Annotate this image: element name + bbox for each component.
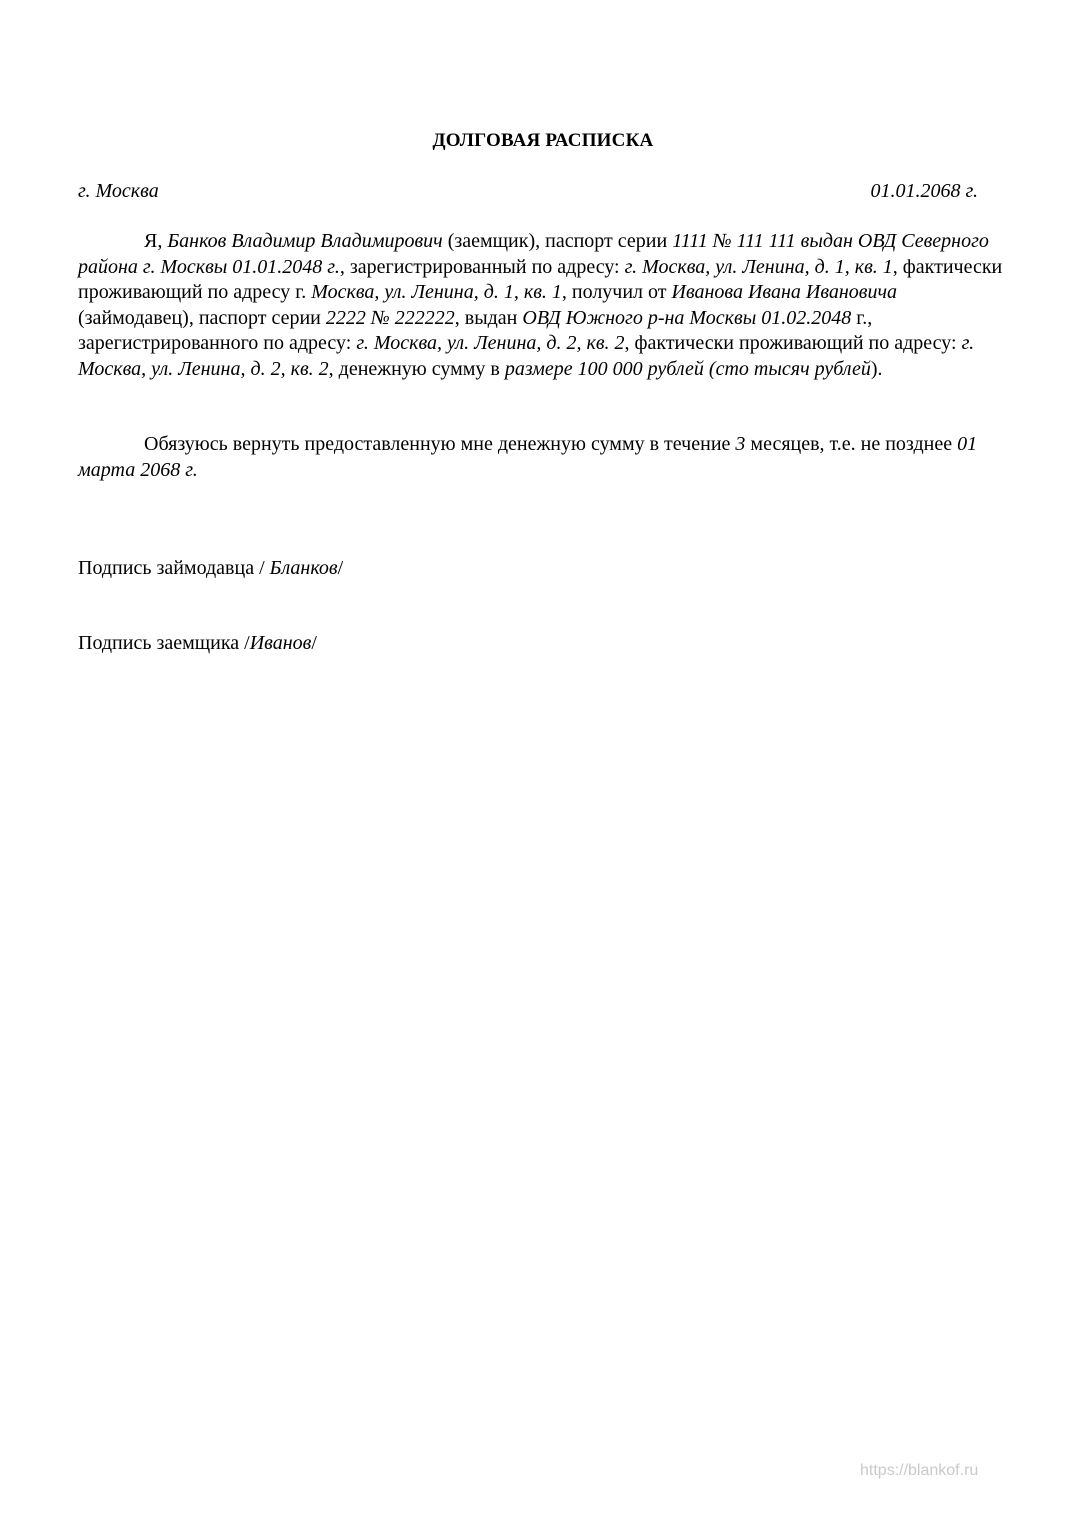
paragraph2-run: 01 марта 2068 г.: [78, 433, 978, 481]
paragraph1-run: г., зарегистрированного по адресу:: [78, 306, 873, 354]
paragraph2-run: 3: [735, 433, 746, 455]
paragraph1-run: Банков Владимир Владимирович: [167, 230, 443, 252]
paragraph1-run: Иванова Ивана Ивановича: [671, 281, 898, 303]
lender-signature-label: Подпись займодавца /: [78, 557, 270, 579]
borrower-signature-line: [78, 632, 317, 655]
paragraph1-run: г. Москва, ул. Ленина, д. 2, кв. 2: [78, 332, 975, 380]
paragraph1-run: ОВД Южного р-на Москвы 01.02.2048: [522, 306, 852, 329]
paragraph1-run: , денежную сумму в: [328, 357, 505, 380]
paragraph1-run: 1111 № 111 111 выдан ОВД Северного района г. Москвы 01.01.2048 г.: [78, 230, 989, 278]
paragraph2-run: Обязуюсь вернуть предоставленную мне денежную сумму в течение: [144, 433, 736, 455]
paragraph-main: [78, 229, 1008, 382]
paragraph1-run: , выдан: [454, 306, 523, 329]
lender-signature-name: Бланков: [269, 557, 338, 579]
paragraph2-run: месяцев, т.е. не позднее: [745, 433, 958, 455]
paragraph-obligation-text: [78, 433, 977, 481]
watermark: https://blankof.ru: [860, 1462, 979, 1479]
paragraph1-run: г. Москва, ул. Ленина, д. 1, кв. 1: [624, 255, 893, 278]
paragraph-main-text: [78, 230, 1002, 380]
lender-signature-line: [78, 557, 343, 580]
paragraph1-run: , получил от: [561, 281, 672, 303]
borrower-signature-name: Иванов: [249, 632, 312, 654]
paragraph-obligation: [78, 432, 1008, 483]
paragraph1-run: (займодавец), паспорт серии: [78, 306, 326, 329]
borrower-signature-label: Подпись заемщика /: [78, 632, 250, 654]
lender-signature-end: /: [337, 557, 344, 579]
paragraph1-run: (заемщик), паспорт серии: [442, 230, 673, 252]
paragraph1-run: , зарегистрированный по адресу:: [339, 255, 625, 278]
borrower-signature-end: /: [311, 632, 317, 654]
paragraph1-run: Я,: [144, 230, 168, 252]
paragraph1-run: Москва, ул. Ленина, д. 1, кв. 1: [311, 281, 562, 303]
city: г. Москва: [78, 180, 159, 202]
paragraph1-run: ).: [870, 357, 883, 380]
paragraph1-run: , фактически проживающий по адресу г.: [78, 255, 1003, 303]
paragraph1-run: размере 100 000 рублей (сто тысяч рублей: [504, 357, 871, 380]
paragraph1-run: , фактически проживающий по адресу:: [624, 332, 962, 354]
paragraph1-run: 2222 № 222222: [325, 306, 455, 329]
paragraph1-run: г. Москва, ул. Ленина, д. 2, кв. 2: [356, 332, 625, 354]
document-date: 01.01.2068 г.: [870, 180, 978, 202]
document-title: ДОЛГОВАЯ РАСПИСКА: [432, 130, 654, 151]
